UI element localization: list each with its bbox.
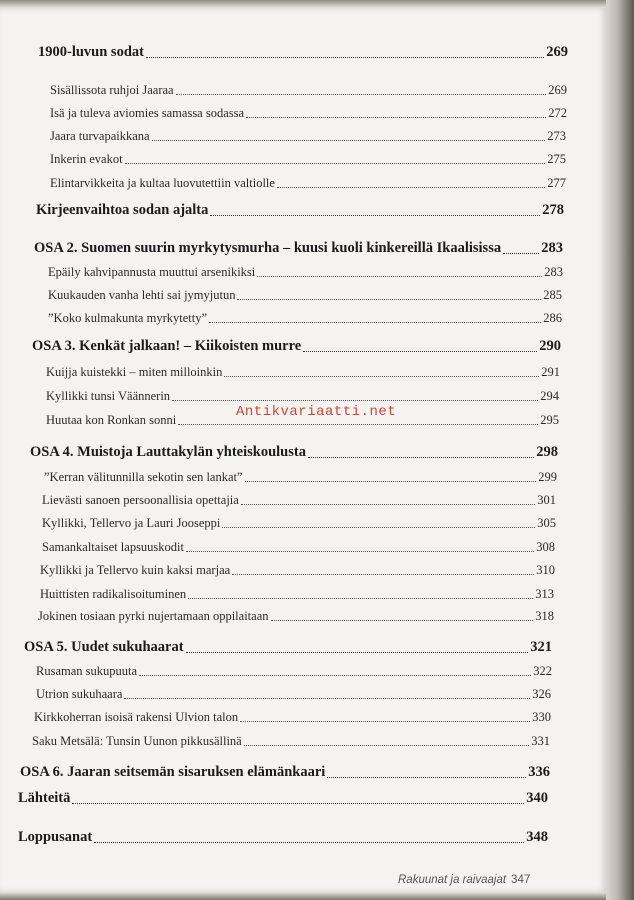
watermark: Antikvariaatti.net	[236, 404, 397, 420]
toc-entry-page: 285	[543, 287, 562, 302]
dot-leader	[277, 174, 545, 188]
toc-entry-title: OSA 2. Suomen suurin myrkytysmurha – kuusi kuoli kinkereillä Ikaalisissa	[34, 239, 502, 256]
toc-entry-title: Saku Metsälä: Tunsin Uunon pikkusällinä	[32, 733, 242, 748]
toc-section-row	[42, 513, 556, 531]
dot-leader	[232, 561, 534, 575]
footer-book-title: Rakuunat ja raivaajat	[398, 874, 507, 886]
toc-entry-title: Loppusanat	[18, 828, 93, 845]
page-bottom-shadow	[0, 892, 606, 900]
toc-entry-title: OSA 3. Kenkät jalkaan! – Kiikoisten murre	[32, 337, 302, 354]
toc-entry-title: OSA 4. Muistoja Lauttakylän yhteiskoulusta	[30, 443, 306, 460]
dot-leader	[124, 685, 530, 699]
page-top-shadow	[0, 0, 606, 8]
toc-chapter-row	[18, 786, 548, 807]
toc-entry-page: 269	[546, 43, 568, 60]
dot-leader	[125, 150, 546, 164]
dot-leader	[240, 708, 530, 722]
dot-leader	[245, 468, 537, 482]
toc-entry-page: 272	[548, 105, 567, 120]
toc-entry-page: 283	[541, 239, 563, 256]
toc-entry-page: 340	[526, 789, 548, 806]
toc-chapter-row	[24, 635, 552, 656]
toc-entry-page: 331	[531, 733, 550, 748]
toc-entry-title: Lievästi sanoen persoonallisia opettajia	[42, 492, 239, 507]
toc-entry-page: 301	[537, 492, 556, 507]
toc-section-row	[32, 731, 550, 749]
toc-section-row	[50, 126, 566, 144]
toc-entry-page: 283	[544, 264, 563, 279]
toc-section-row	[50, 149, 566, 167]
dot-leader	[503, 238, 539, 254]
toc-chapter-row	[34, 236, 563, 257]
toc-entry-page: 330	[532, 709, 551, 724]
toc-entry-title: Samankaltaiset lapsuuskodit	[42, 539, 184, 554]
toc-entry-page: 299	[538, 469, 557, 484]
toc-entry-title: Rusaman sukupuuta	[36, 663, 138, 678]
toc-entry-page: 310	[536, 562, 555, 577]
dot-leader	[222, 514, 535, 528]
toc-entry-page: 277	[547, 175, 566, 190]
toc-entry-title: Inkerin evakot	[50, 151, 123, 166]
page-footer	[398, 874, 530, 886]
toc-entry-title: Kirjeenvaihtoa sodan ajalta	[36, 201, 209, 218]
toc-entry-title: Isä ja tuleva aviomies samassa sodassa	[50, 105, 245, 120]
dot-leader	[186, 538, 534, 552]
dot-leader	[188, 585, 533, 599]
toc-entry-page: 275	[547, 151, 566, 166]
toc-section-row	[40, 560, 555, 578]
toc-entry-title: Jokinen tosiaan pyrki nujertamaan oppilaitaan	[38, 608, 269, 623]
toc-entry-title: Kyllikki ja Tellervo kuin kaksi marjaa	[40, 562, 231, 577]
dot-leader	[146, 42, 544, 58]
toc-entry-page: 294	[540, 388, 559, 403]
toc-entry-title: Kirkkoherran isoisä rakensi Ulvion talon	[34, 709, 239, 724]
toc-chapter-row	[38, 40, 568, 61]
dot-leader	[210, 200, 540, 216]
toc-section-row	[40, 584, 554, 602]
toc-chapter-row	[36, 198, 564, 219]
dot-leader	[241, 491, 535, 505]
toc-entry-title: Huittisten radikalisoituminen	[40, 586, 187, 601]
toc-section-row	[46, 362, 560, 380]
book-spine-edge	[606, 0, 634, 900]
dot-leader	[152, 127, 546, 141]
toc-entry-title: ”Koko kulmakunta myrkytetty”	[48, 310, 207, 325]
toc-entry-title: Huutaa kon Ronkan sonni	[46, 412, 177, 427]
toc-entry-page: 269	[548, 82, 567, 97]
table-of-contents	[0, 8, 606, 892]
toc-entry-page: 286	[543, 310, 562, 325]
toc-section-row	[42, 490, 556, 508]
toc-entry-page: 298	[536, 443, 558, 460]
toc-entry-page: 295	[540, 412, 559, 427]
dot-leader	[271, 607, 534, 621]
toc-entry-title: Utrion sukuhaara	[36, 686, 123, 701]
toc-entry-title: Sisällissota ruhjoi Jaaraa	[50, 82, 174, 97]
toc-section-row	[50, 103, 567, 121]
toc-section-row	[36, 661, 552, 679]
toc-chapter-row	[20, 760, 550, 781]
dot-leader	[139, 662, 531, 676]
toc-entry-page: 336	[528, 763, 550, 780]
toc-section-row	[38, 606, 554, 624]
dot-leader	[72, 788, 524, 804]
dot-leader	[237, 286, 541, 300]
toc-entry-title: ”Kerran välitunnilla sekotin sen lankat”	[44, 469, 243, 484]
toc-entry-page: 290	[539, 337, 561, 354]
toc-section-row	[36, 684, 551, 702]
toc-entry-page: 273	[547, 128, 566, 143]
toc-entry-page: 291	[541, 364, 560, 379]
toc-entry-page: 318	[535, 608, 554, 623]
toc-chapter-row	[30, 440, 558, 461]
toc-entry-page: 308	[536, 539, 555, 554]
footer-page-number: 347	[511, 874, 531, 886]
dot-leader	[94, 827, 524, 843]
dot-leader	[186, 637, 529, 653]
toc-section-row	[48, 308, 562, 326]
toc-entry-title: OSA 5. Uudet sukuhaarat	[24, 638, 184, 655]
toc-entry-page: 322	[533, 663, 552, 678]
dot-leader	[244, 732, 530, 746]
toc-entry-page: 278	[542, 201, 564, 218]
toc-entry-title: Epäily kahvipannusta muuttui arsenikiksi	[48, 264, 256, 279]
dot-leader	[303, 336, 537, 352]
toc-section-row	[44, 467, 557, 485]
toc-entry-page: 305	[537, 515, 556, 530]
toc-entry-title: OSA 6. Jaaran seitsemän sisaruksen elämänkaari	[20, 763, 326, 780]
toc-section-row	[50, 173, 566, 191]
toc-section-row	[34, 707, 551, 725]
toc-chapter-row	[32, 334, 561, 355]
toc-entry-page: 313	[535, 586, 554, 601]
toc-chapter-row	[18, 825, 548, 846]
toc-entry-title: Jaara turvapaikkana	[50, 128, 150, 143]
toc-entry-title: Kuijja kuistekki – miten milloinkin	[46, 364, 223, 379]
dot-leader	[176, 81, 547, 95]
toc-entry-title: Kuukauden vanha lehti sai jymyjutun	[48, 287, 236, 302]
dot-leader	[224, 363, 539, 377]
toc-entry-title: 1900-luvun sodat	[38, 43, 144, 60]
dot-leader	[257, 263, 542, 277]
toc-entry-title: Kyllikki, Tellervo ja Lauri Jooseppi	[42, 515, 221, 530]
toc-section-row	[50, 80, 567, 98]
toc-section-row	[48, 285, 562, 303]
toc-entry-page: 348	[526, 828, 548, 845]
dot-leader	[246, 104, 546, 118]
toc-section-row	[46, 386, 559, 404]
toc-section-row	[42, 537, 555, 555]
dot-leader	[172, 387, 538, 401]
dot-leader	[308, 442, 534, 458]
toc-entry-title: Elintarvikkeita ja kultaa luovutettiin valtiolle	[50, 175, 275, 190]
toc-entry-page: 321	[530, 638, 552, 655]
toc-section-row	[48, 262, 563, 280]
toc-entry-title: Lähteitä	[18, 789, 71, 806]
dot-leader	[209, 309, 541, 323]
book-page	[0, 8, 606, 892]
toc-entry-page: 326	[532, 686, 551, 701]
toc-entry-title: Kyllikki tunsi Väännerin	[46, 388, 171, 403]
dot-leader	[327, 762, 526, 778]
